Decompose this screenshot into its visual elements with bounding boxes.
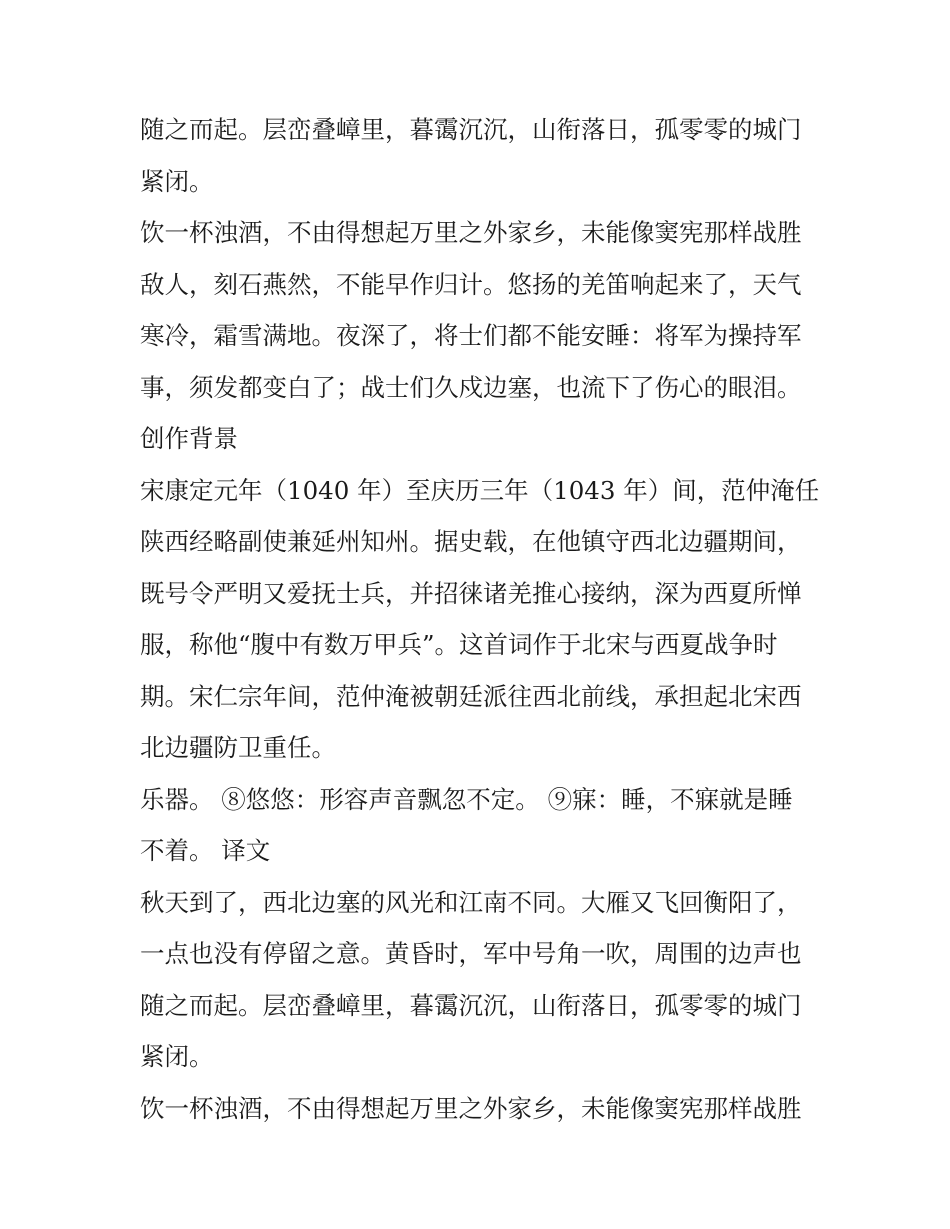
text-line: 不着。 译文 [140,836,271,865]
text-line: 紧闭。 [140,1042,214,1071]
document-body [140,104,830,1134]
text-line: 随之而起。层峦叠嶂里，暮霭沉沉，山衔落日，孤零零的城门 [140,990,802,1020]
text-line: 北边疆防卫重任。 [140,733,336,762]
text-line: 事，须发都变白了；战士们久戍边塞，也流下了伤心的眼泪。 [140,372,802,402]
text-line: 随之而起。层峦叠嶂里，暮霭沉沉，山衔落日，孤零零的城门 [140,115,802,144]
text-line: 紧闭。 [140,166,214,196]
text-line: 乐器。 ⑧悠悠：形容声音飘忽不定。 ⑨寐：睡，不寐就是睡 [140,784,793,814]
text-line: 服，称他“腹中有数万甲兵”。这首词作于北宋与西夏战争时 [140,630,778,659]
text-line: 寒冷，霜雪满地。夜深了，将士们都不能安睡：将军为操持军 [140,321,802,350]
text-line: 既号令严明又爱抚士兵，并招徕诸羌推心接纳，深为西夏所惮 [140,578,802,608]
text-line: 期。宋仁宗年间，范仲淹被朝廷派往西北前线，承担起北宋西 [140,681,802,711]
text-line: 陕西经略副使兼延州知州。据史载，在他镇守西北边疆期间， [140,527,802,556]
text-line: 秋天到了，西北边塞的风光和江南不同。大雁又飞回衡阳了， [140,887,802,917]
text-line: 一点也没有停留之意。黄昏时，军中号角一吹，周围的边声也 [140,939,802,968]
text-line: 饮一杯浊酒，不由得想起万里之外家乡，未能像窦宪那样战胜 [140,1093,802,1123]
text-line: 敌人，刻石燕然，不能早作归计。悠扬的羌笛响起来了，天气 [140,269,802,299]
text-line: 宋康定元年（1040 年）至庆历三年（1043 年）间，范仲淹任 [140,475,820,505]
section-heading: 创作背景 [140,424,238,453]
text-line: 饮一杯浊酒，不由得想起万里之外家乡，未能像窦宪那样战胜 [140,218,802,247]
